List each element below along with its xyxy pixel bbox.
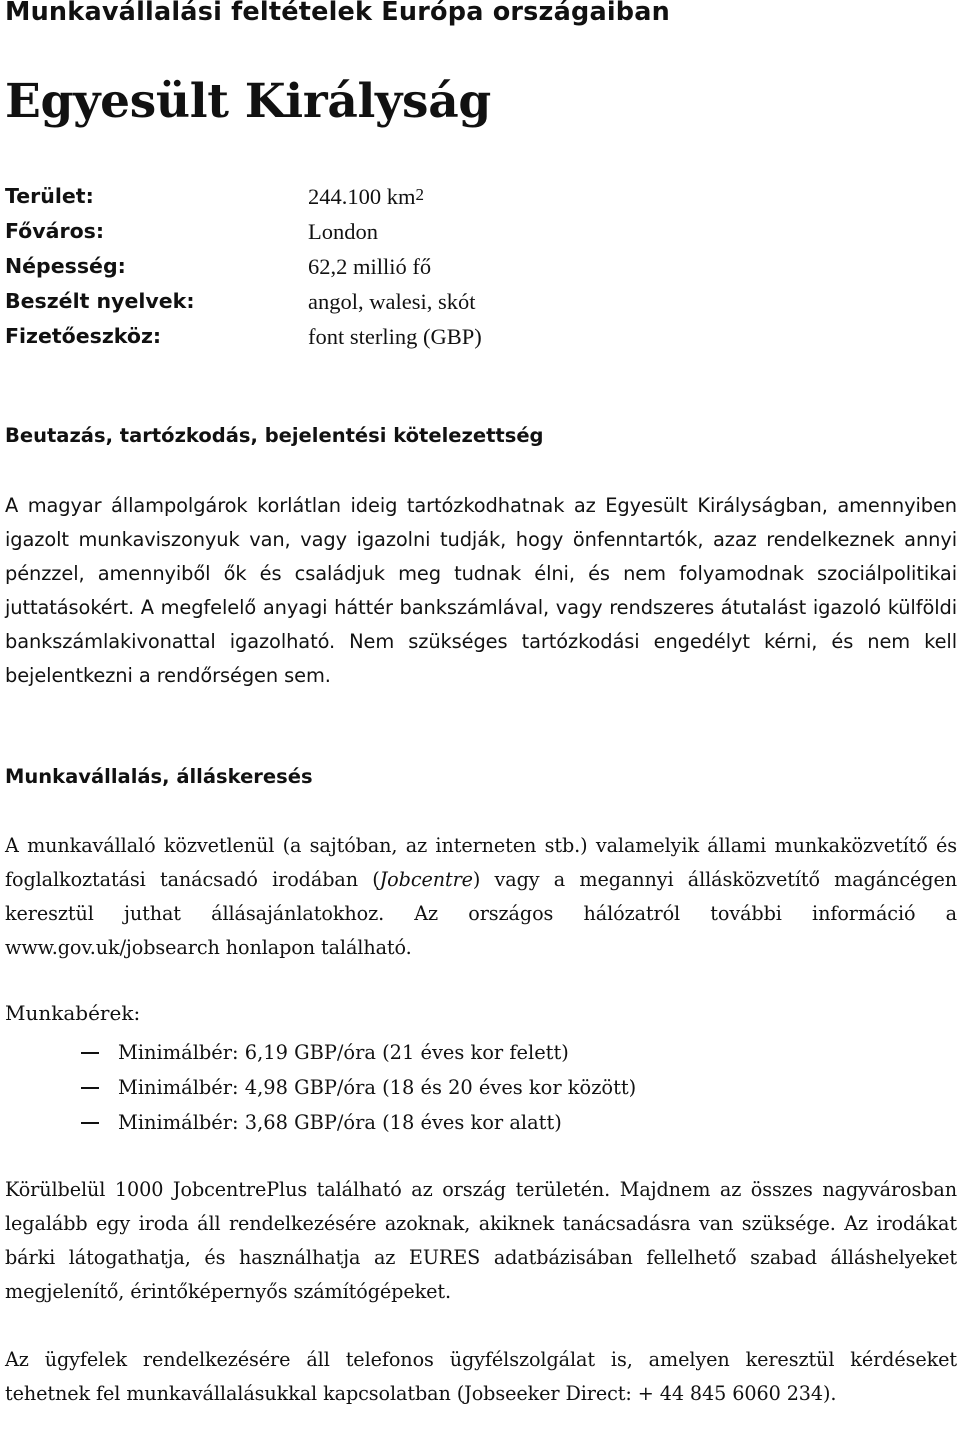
fact-label: Népesség: [5,254,126,278]
fact-row-population [5,249,705,284]
fact-row-area [5,179,705,214]
fact-row-languages [5,284,705,319]
fact-value: 62,2 millió fő [308,254,432,279]
fact-value: 244.100 $km^2$ [308,184,425,209]
section-heading-jobs: Munkavállalás, álláskeresés [5,765,313,788]
dash-bullet-icon [81,1052,99,1054]
country-heading: Egyesült Királyság [5,74,491,129]
fact-value: London [308,219,378,244]
dash-bullet-icon [81,1087,99,1089]
fact-label: Beszélt nyelvek: [5,289,195,313]
superscript: 2 [415,185,425,204]
paragraph-entry: A magyar állampolgárok korlátlan ideig tartózkodhatnak az Egyesült Királyságban, amennyiben igazolt munkaviszonyuk van, vagy igazolni tudják, hogy önfenntartók, azaz rendelkeznek annyi pénzzel, amennyiből ők és családjuk meg tudnak élni, és nem folyamodnak szociálpolitikai juttatásokért. A megfelelő anyagi háttér bankszámlával, vagy rendszeres átutalást igazoló külföldi bankszámlakivonattal igazolható. Nem szükséges tartózkodási engedélyt kérni, és nem kell bejelentkezni a rendőrségen sem. [5,494,957,687]
section-heading-entry: Beutazás, tartózkodás, bejelentési kötelezettség [5,424,544,447]
jobcentre-term: Jobcentre [379,868,473,891]
document-title: Munkavállalási feltételek Európa országaiban [5,0,671,27]
dash-bullet-icon [81,1122,99,1124]
paragraph-jobcentre: Körülbelül 1000 JobcentrePlus található az ország területén. Majdnem az összes nagyvárosban legalább egy iroda áll rendelkezésére azoknak, akiknek tanácsadásra van szüksége. Az irodákat bárki látogathatja, és használhatja az EURES adatbázisában fellelhető szabad álláshelyeket megjelenítő, érintőképernyős számítógépeket. [5,1178,957,1303]
paragraph-jobs: A munkavállaló közvetlenül (a sajtóban, az interneten stb.) valamelyik állami munkaközvetítő és foglalkoztatási tanácsadó irodában (Jobcentre) vagy a megannyi állásközvetítő magáncégen keresztül juthat állásajánlatokhoz. Az országos hálózatról további információ a www.gov.uk/jobsearch honlapon található. [5,834,957,959]
section-heading-wages: Munkabérek: [5,1001,141,1025]
paragraph-helpline: Az ügyfelek rendelkezésére áll telefonos ügyfélszolgálat is, amelyen keresztül kérdéseket tehetnek fel munkavállalásukkal kapcsolatban (Jobseeker Direct: + 44 845 6060 234). [5,1348,957,1405]
fact-label: Fizetőeszköz: [5,324,162,348]
fact-label: Főváros: [5,219,105,243]
country-facts [5,179,705,354]
fact-value: angol, walesi, skót [308,289,476,314]
fact-label: Terület: [5,184,94,208]
fact-value: font sterling (GBP) [308,324,482,349]
fact-row-currency [5,319,705,354]
fact-row-capital [5,214,705,249]
